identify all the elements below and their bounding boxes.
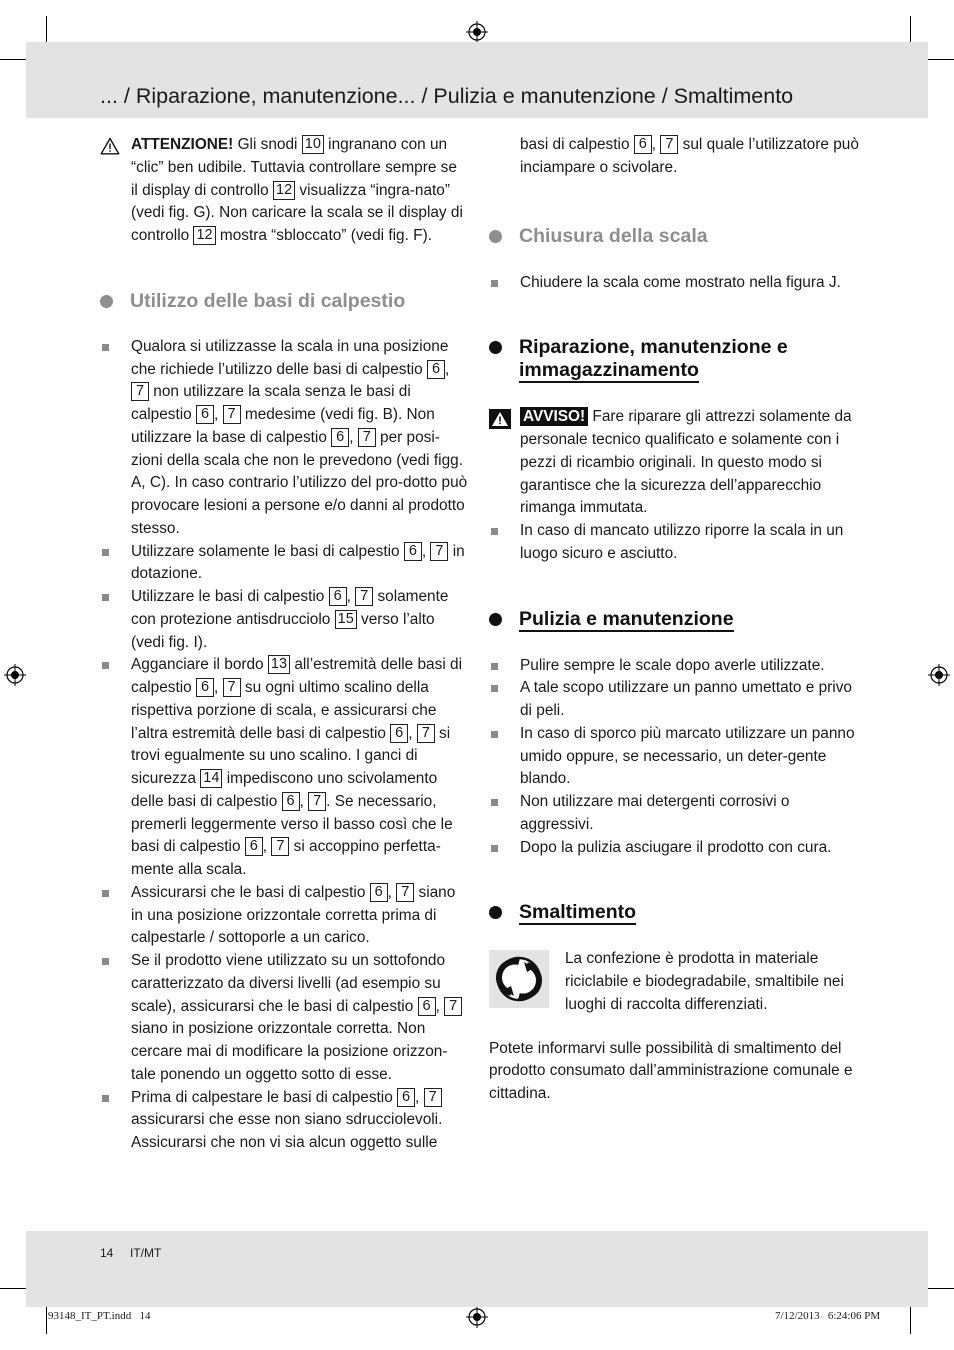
ref-number: 7 bbox=[660, 135, 678, 154]
ref-number: 6 bbox=[196, 678, 214, 697]
list-item: Agganciare il bordo 13 all’estremità delle basi di calpestio 6 , 7 su ogni ultimo scalino della rispettiva porzione di scala, e assicurarsi che l’altra estremità delle basi di calpestio 6 , 7 si trovi egualmente su uno scalino. I ganci di sicurezza 14 impediscono uno scivolamento delle basi di calpestio 6 , 7 . Se necessario, premerli leggermente verso il basso così che le basi di calpestio 6 , 7 si accoppino perfetta-mente alla scala. bbox=[100, 654, 468, 882]
heading-bullet-icon bbox=[100, 295, 113, 308]
list-item: Utilizzare solamente le basi di calpestio 6 , 7 in dotazione. bbox=[100, 541, 468, 587]
continued-paragraph: basi di calpestio 6 , 7 sul quale l’utilizzatore può inciampare o scivolare. bbox=[520, 136, 859, 176]
ref-number: 14 bbox=[200, 769, 222, 788]
square-bullet-icon bbox=[491, 663, 498, 670]
section-heading-pulizia: Pulizia e manutenzione bbox=[489, 608, 859, 631]
list-item: Se il prodotto viene utilizzato su un sottofondo caratterizzato da diversi livelli (ad esempio su scale), assicurarsi che le basi di calpestio 6 , 7 siano in posizione orizzontale corretta. Non cercare mai di modificare la posizione orizzon-tale ponendo un oggetto sotto di esse. bbox=[100, 950, 468, 1087]
avviso-paragraph: AVVISO! Fare riparare gli attrezzi solamente da personale tecnico qualificato e solamente con i pezzi di ricambio originali. In questo modo si garantisce che la sicurezza dell’apparecchio rimanga immutata. bbox=[489, 406, 859, 520]
warning-triangle-filled-icon bbox=[489, 409, 511, 429]
disposal-info-paragraph: Potete informarvi sulle possibilità di smaltimento del prodotto consumato dall’amministrazione comunale e cittadina. bbox=[489, 1039, 853, 1102]
ref-number: 7 bbox=[424, 1088, 442, 1107]
ref-number: 6 bbox=[427, 360, 445, 379]
section-heading-smaltimento: Smaltimento bbox=[489, 901, 859, 924]
file-name: 93148_IT_PT.indd 14 bbox=[48, 1310, 151, 1322]
ref-number: 7 bbox=[417, 724, 435, 743]
square-bullet-icon bbox=[102, 958, 109, 965]
ref-number: 7 bbox=[308, 792, 326, 811]
section-heading-chiusura: Chiusura della scala bbox=[489, 225, 859, 248]
heading-bullet-icon bbox=[489, 613, 502, 626]
heading-bullet-icon bbox=[489, 230, 502, 243]
ref-number: 7 bbox=[444, 997, 462, 1016]
ref-number: 10 bbox=[302, 135, 324, 154]
attention-paragraph: ATTENZIONE! Gli snodi 10 ingranano con un “clic” ben udibile. Tuttavia controllare sempre se il display di controllo 12 visualizza “ingra-nato” (vedi fig. G). Non caricare la scala se il display di controllo 12 mostra “sbloccato” (vedi fig. F). bbox=[100, 134, 468, 248]
ref-number: 6 bbox=[245, 837, 263, 856]
square-bullet-icon bbox=[102, 549, 109, 556]
list-item: Pulire sempre le scale dopo averle utilizzate. bbox=[489, 655, 859, 678]
heading-bullet-icon bbox=[489, 906, 502, 919]
registration-mark-icon bbox=[928, 664, 950, 686]
crop-mark bbox=[910, 1303, 911, 1334]
ref-number: 12 bbox=[193, 226, 215, 245]
ref-number: 7 bbox=[430, 542, 448, 561]
section-heading-riparazione: Riparazione, manutenzione e immagazzinamento bbox=[489, 336, 859, 382]
square-bullet-icon bbox=[102, 890, 109, 897]
ref-number: 6 bbox=[282, 792, 300, 811]
list-item: Non utilizzare mai detergenti corrosivi o aggressivi. bbox=[489, 791, 859, 837]
section-heading-utilizzo: Utilizzo delle basi di calpestio bbox=[100, 290, 468, 313]
right-column bbox=[489, 134, 859, 1106]
ref-number: 7 bbox=[355, 587, 373, 606]
ref-number: 6 bbox=[397, 1088, 415, 1107]
ref-number: 6 bbox=[634, 135, 652, 154]
square-bullet-icon bbox=[491, 845, 498, 852]
footer-band bbox=[26, 1231, 928, 1307]
list-item: In caso di mancato utilizzo riporre la scala in un luogo sicuro e asciutto. bbox=[489, 520, 859, 566]
ref-number: 6 bbox=[418, 997, 436, 1016]
heading-bullet-icon bbox=[489, 341, 502, 354]
crop-mark bbox=[924, 59, 954, 60]
crop-mark bbox=[924, 1288, 954, 1289]
square-bullet-icon bbox=[102, 594, 109, 601]
list-item: Prima di calpestare le basi di calpestio 6 , 7 assicurarsi che esse non siano sdrucciolevoli. Assicurarsi che non vi sia alcun oggetto sulle bbox=[100, 1087, 468, 1155]
list-item: Chiudere la scala come mostrato nella figura J. bbox=[489, 272, 859, 295]
list-item: Assicurarsi che le basi di calpestio 6 , 7 siano in una posizione orizzontale corretta prima di calpestarle / sottoporle a un carico. bbox=[100, 882, 468, 950]
list-item: A tale scopo utilizzare un panno umettato e privo di peli. bbox=[489, 677, 859, 723]
list-item: In caso di sporco più marcato utilizzare un panno umido oppure, se necessario, un deter-gente blando. bbox=[489, 723, 859, 791]
square-bullet-icon bbox=[102, 662, 109, 669]
ref-number: 7 bbox=[131, 382, 149, 401]
print-timestamp: 7/12/2013 6:24:06 PM bbox=[775, 1310, 881, 1322]
ref-number: 6 bbox=[390, 724, 408, 743]
registration-mark-icon bbox=[4, 664, 26, 686]
ref-number: 6 bbox=[196, 405, 214, 424]
ref-number: 6 bbox=[329, 587, 347, 606]
square-bullet-icon bbox=[491, 528, 498, 535]
list-item: Utilizzare le basi di calpestio 6 , 7 solamente con protezione antisdrucciolo 15 verso l’alto (vedi fig. I). bbox=[100, 586, 468, 654]
green-dot-recycling-icon bbox=[489, 950, 549, 1008]
ref-number: 15 bbox=[335, 610, 357, 629]
recycle-box bbox=[489, 950, 549, 1008]
avviso-label: AVVISO! bbox=[520, 407, 588, 426]
page-title: ... / Riparazione, manutenzione... / Pulizia e manutenzione / Smaltimento bbox=[100, 84, 794, 108]
attention-label: ATTENZIONE! bbox=[131, 136, 234, 153]
square-bullet-icon bbox=[491, 799, 498, 806]
list-item: Qualora si utilizzasse la scala in una posizione che richiede l’utilizzo delle basi di calpestio 6 , 7 non utilizzare la scala senza le basi di calpestio 6 , 7 medesime (vedi fig. B). Non utilizzare la base di calpestio 6 , 7 per posi-zioni della scala che non le prevedono (vedi figg. A, C). In caso contrario l’utilizzo del pro-dotto può provocare lesioni a persone e/o danni al prodotto stesso. bbox=[100, 336, 468, 541]
ref-number: 7 bbox=[358, 428, 376, 447]
language-code: IT/MT bbox=[130, 1246, 162, 1260]
page-number: 14 bbox=[100, 1246, 114, 1260]
crop-mark bbox=[46, 1303, 47, 1334]
warning-triangle-icon bbox=[100, 137, 120, 155]
ref-number: 7 bbox=[271, 837, 289, 856]
ref-number: 12 bbox=[273, 181, 295, 200]
ref-number: 7 bbox=[396, 883, 414, 902]
registration-mark-icon bbox=[466, 1306, 488, 1328]
square-bullet-icon bbox=[102, 344, 109, 351]
disposal-block: La confezione è prodotta in materiale riciclabile e biodegradabile, smaltibile nei luoghi di raccolta differenziati. bbox=[489, 948, 859, 1016]
registration-mark-icon bbox=[466, 21, 488, 43]
square-bullet-icon bbox=[491, 731, 498, 738]
ref-number: 6 bbox=[404, 542, 422, 561]
left-column bbox=[100, 134, 468, 1155]
list-item: Dopo la pulizia asciugare il prodotto con cura. bbox=[489, 837, 859, 860]
ref-number: 13 bbox=[268, 655, 290, 674]
square-bullet-icon bbox=[491, 685, 498, 692]
square-bullet-icon bbox=[102, 1095, 109, 1102]
ref-number: 6 bbox=[331, 428, 349, 447]
ref-number: 7 bbox=[223, 678, 241, 697]
cleaning-list bbox=[489, 655, 859, 860]
square-bullet-icon bbox=[491, 280, 498, 287]
ref-number: 6 bbox=[370, 883, 388, 902]
ref-number: 7 bbox=[223, 405, 241, 424]
